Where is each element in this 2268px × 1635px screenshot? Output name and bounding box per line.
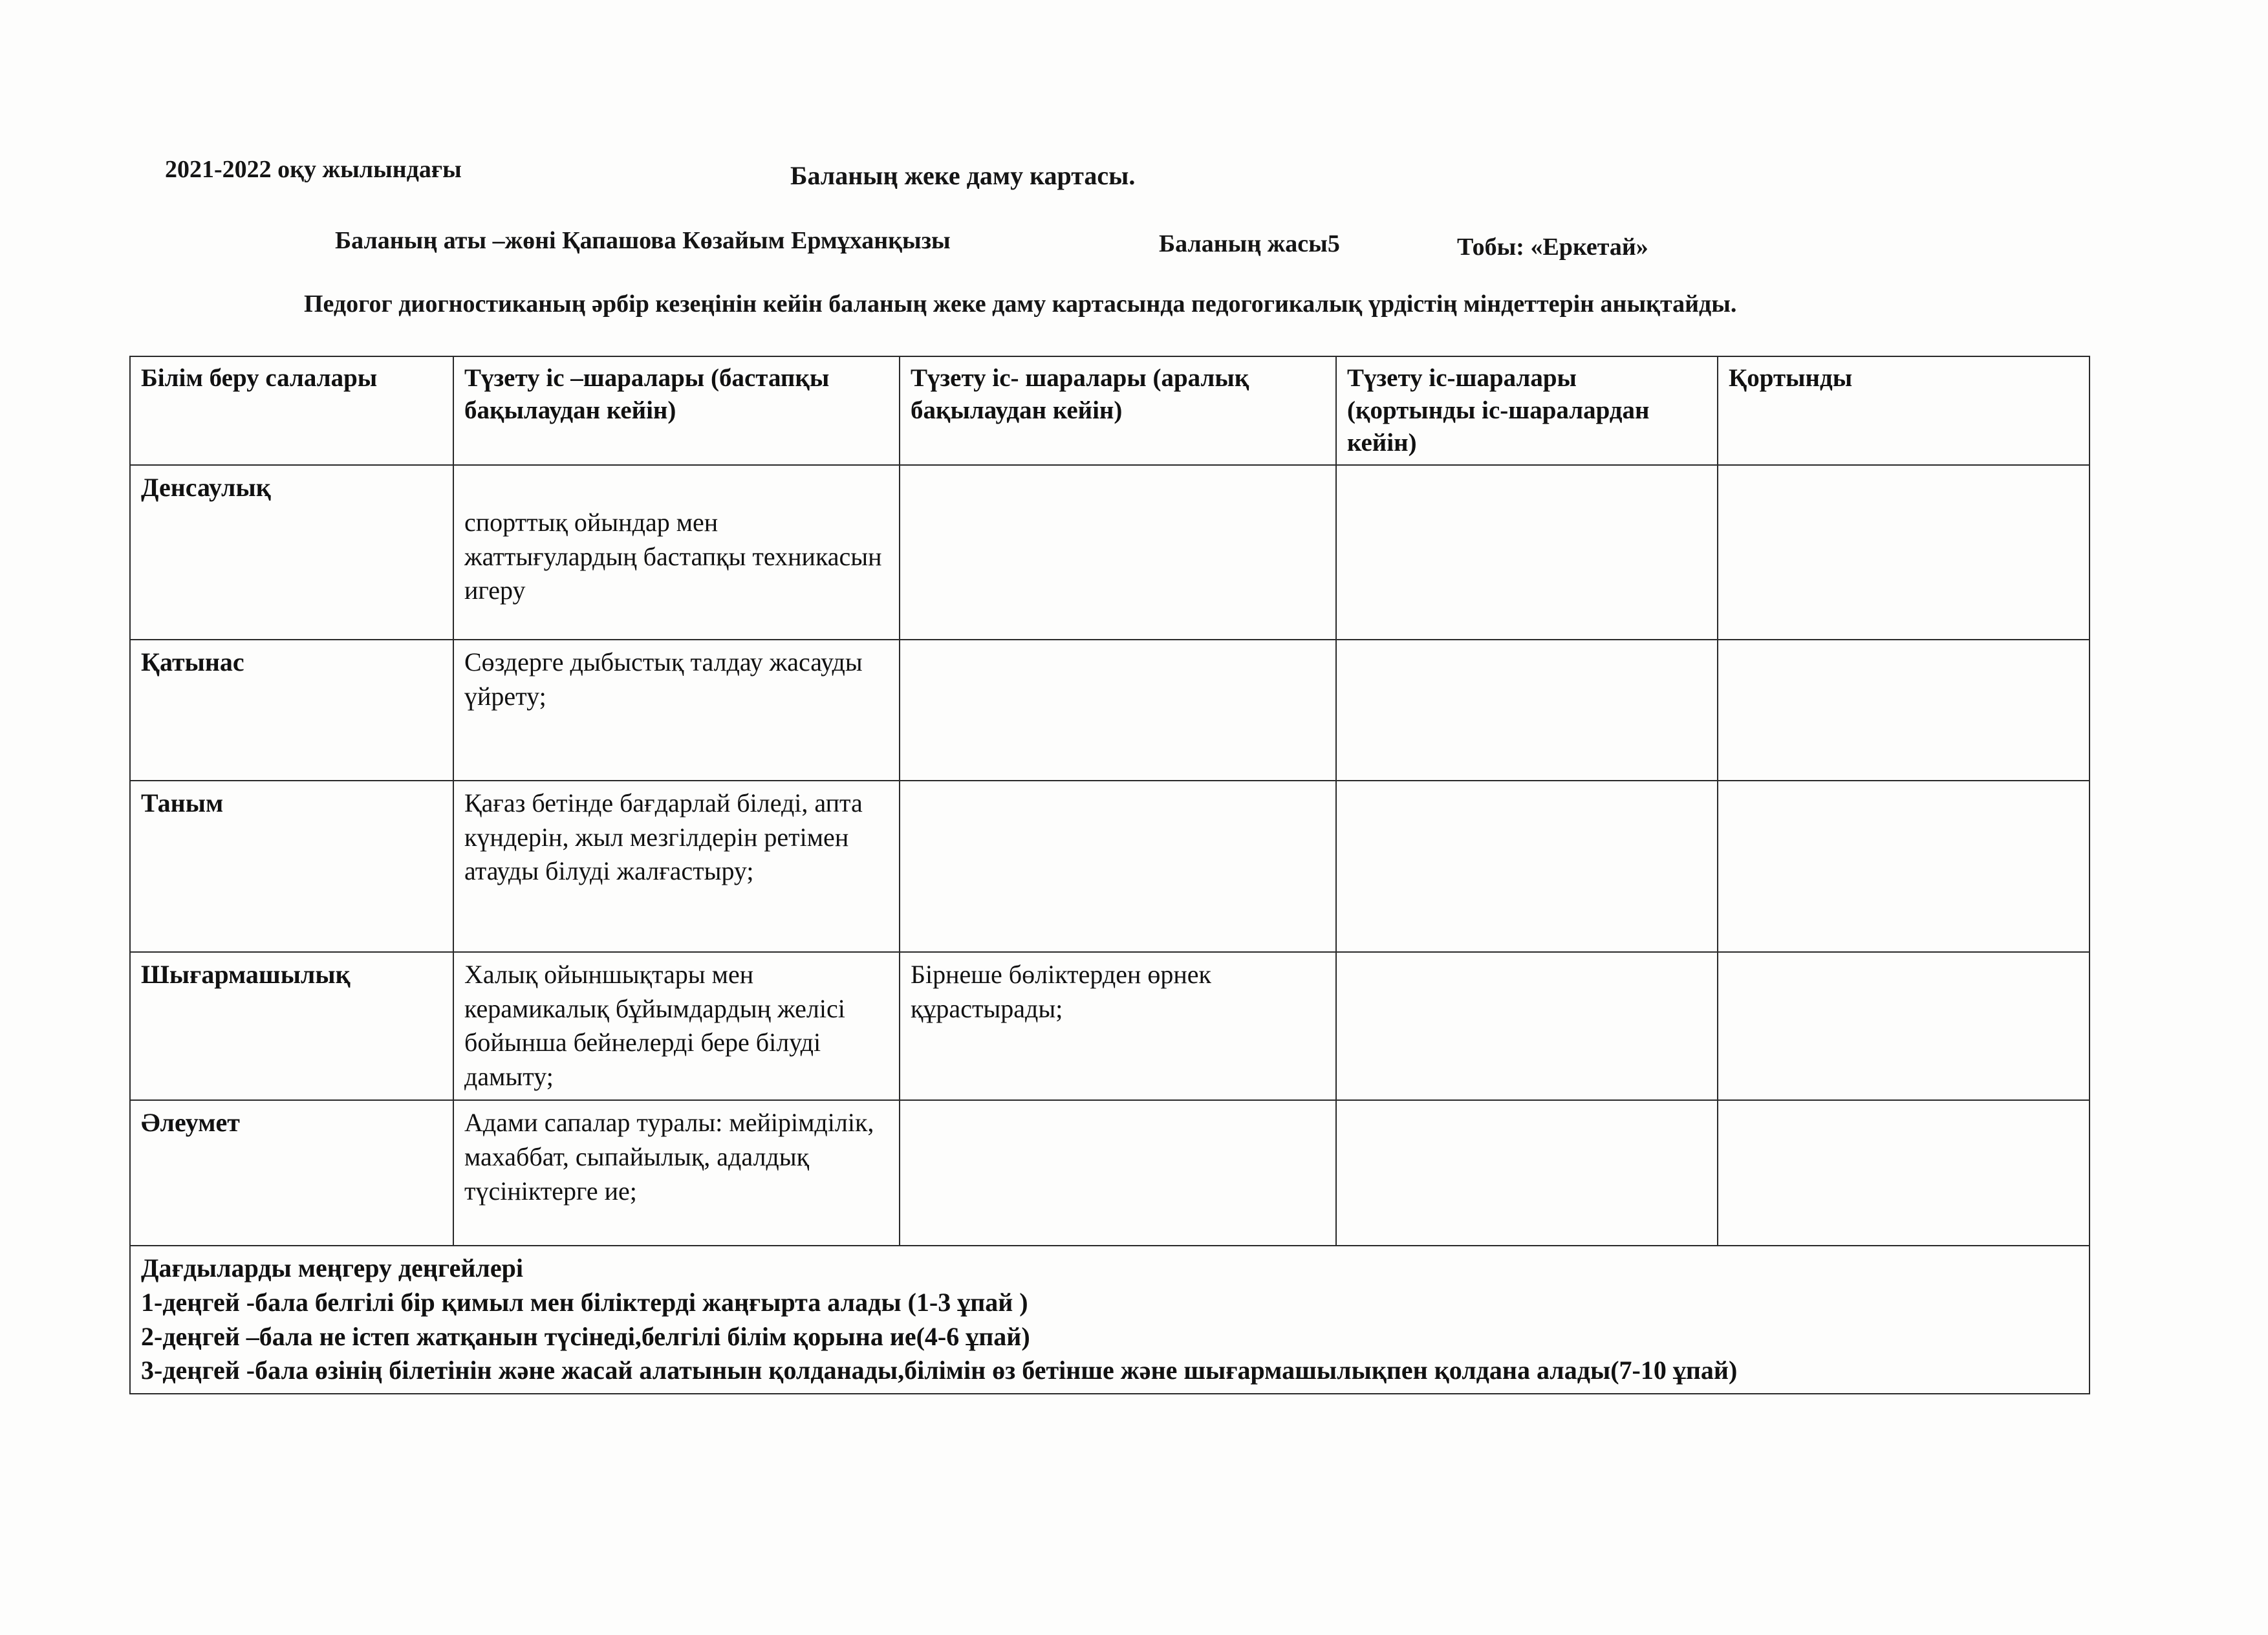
skill-level-3: 3-деңгей -бала өзінің білетінін және жасай алатынын қолданады,білімін өз бетінше және шығармашылықпен қолдана алады(7-10 ұпай): [141, 1356, 1738, 1385]
intermediate-measure-cell: [900, 465, 1336, 640]
result-cell: [1718, 781, 2090, 952]
skill-levels-row: [130, 1246, 2090, 1394]
area-cell: Шығармашылық: [130, 952, 453, 1100]
skill-level-2: 2-деңгей –бала не істеп жатқанын түсінеді,белгілі білім қорына ие(4-6 ұпай): [141, 1321, 1030, 1351]
instruction-note: Педогог диогностиканың әрбір кезеңінін кейін баланың жеке даму картасында педогогикалық үрдістің міндеттерін анықтайды.: [304, 290, 1737, 318]
table-row: [130, 465, 2090, 640]
child-name-line: Баланың аты –жөні Қапашова Көзайым Ермұханқызы: [335, 227, 951, 254]
child-age-line: Баланың жасы5: [1159, 230, 1340, 257]
header-final-measures: Түзету іс-шаралары (қортынды іс-шаралардан кейін): [1336, 356, 1718, 465]
header-education-areas: Білім беру салалары: [130, 356, 453, 465]
initial-measure-cell: Сөздерге дыбыстық талдау жасауды үйрету;: [453, 640, 900, 781]
initial-measure-cell: Халық ойыншықтары мен керамикалық бұйымдардың желісі бойынша бейнелерді бере білуді дамыту;: [453, 952, 900, 1100]
area-cell: Таным: [130, 781, 453, 952]
final-measure-cell: [1336, 952, 1718, 1100]
area-cell: Денсаулық: [130, 465, 453, 640]
intermediate-measure-cell: [900, 640, 1336, 781]
development-card-table: [129, 356, 2090, 1394]
area-cell: Қатынас: [130, 640, 453, 781]
skill-levels-cell: [130, 1246, 2090, 1394]
result-cell: [1718, 465, 2090, 640]
table-header-row: [130, 356, 2090, 465]
area-cell: Әлеумет: [130, 1100, 453, 1246]
initial-measure-cell: спорттық ойындар мен жаттығулардың бастапқы техникасын игеру: [453, 465, 900, 640]
header-intermediate-measures: Түзету іс- шаралары (аралық бақылаудан кейін): [900, 356, 1336, 465]
group-line: Тобы: «Еркетай»: [1457, 233, 1648, 261]
header-result: Қортынды: [1718, 356, 2090, 465]
result-cell: [1718, 640, 2090, 781]
result-cell: [1718, 952, 2090, 1100]
table-row: [130, 781, 2090, 952]
table-row: [130, 640, 2090, 781]
table-row: [130, 1100, 2090, 1246]
initial-measure-cell: Адами сапалар туралы: мейірімділік, махаббат, сыпайылық, адалдық түсініктерге ие;: [453, 1100, 900, 1246]
final-measure-cell: [1336, 1100, 1718, 1246]
skill-level-1: 1-деңгей -бала белгілі бір қимыл мен біліктерді жаңғырта алады (1-3 ұпай ): [141, 1287, 1028, 1317]
initial-measure-cell: Қағаз бетінде бағдарлай біледі, апта күндерін, жыл мезгілдерін ретімен атауды білуді жалғастыру;: [453, 781, 900, 952]
intermediate-measure-cell: [900, 781, 1336, 952]
skill-levels-title: Дағдыларды меңгеру деңгейлері: [141, 1253, 523, 1283]
result-cell: [1718, 1100, 2090, 1246]
header-initial-measures: Түзету іс –шаралары (бастапқы бақылаудан кейін): [453, 356, 900, 465]
final-measure-cell: [1336, 465, 1718, 640]
school-year-label: 2021-2022 оқу жылындағы: [165, 156, 462, 183]
document-title: Баланың жеке даму картасы.: [790, 161, 1136, 190]
table-row: [130, 952, 2090, 1100]
final-measure-cell: [1336, 640, 1718, 781]
intermediate-measure-cell: [900, 1100, 1336, 1246]
final-measure-cell: [1336, 781, 1718, 952]
intermediate-measure-cell: Бірнеше бөліктерден өрнек құрастырады;: [900, 952, 1336, 1100]
